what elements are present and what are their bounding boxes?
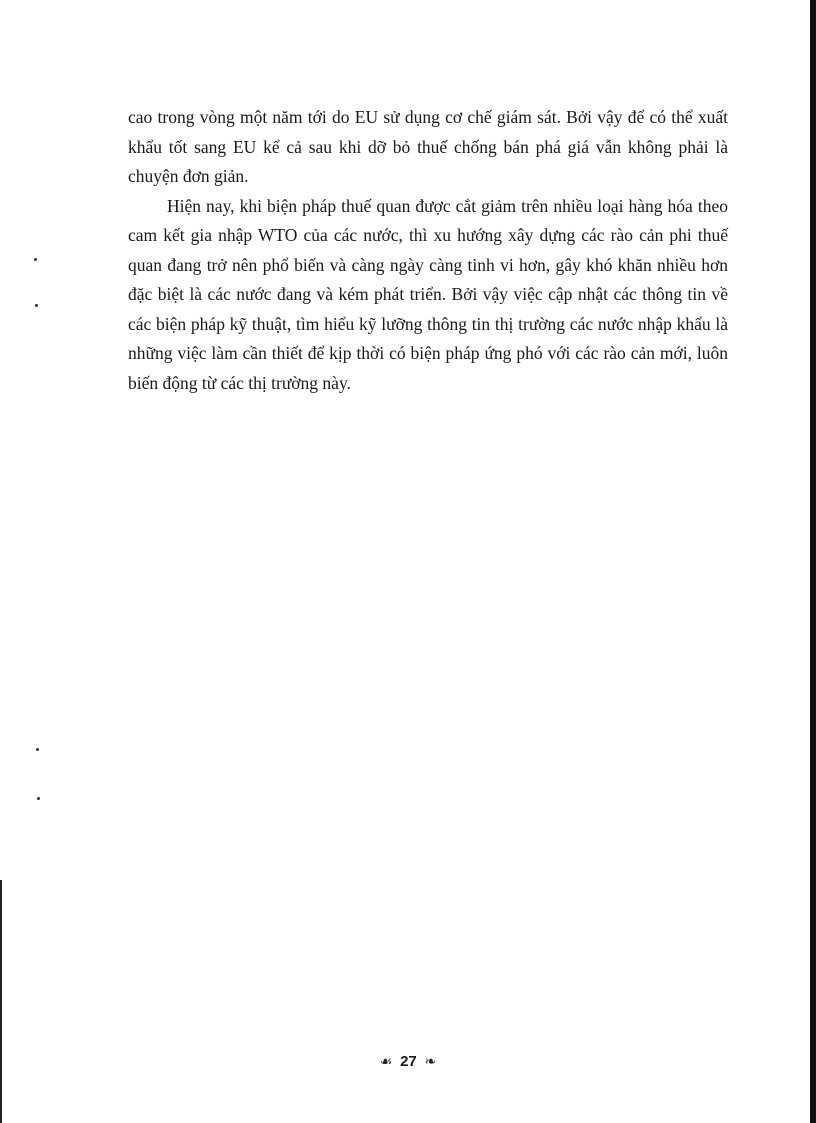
scan-speck: [35, 304, 38, 307]
page-number: 27: [400, 1053, 417, 1070]
scan-right-border: [810, 0, 816, 1123]
scan-left-border: [0, 880, 2, 1123]
page-footer: [0, 1052, 816, 1072]
left-ornament-icon: ☙: [379, 1054, 393, 1070]
right-ornament-icon: ❧: [424, 1054, 437, 1070]
paragraph-continuation: cao trong vòng một năm tới do EU sử dụng cơ chế giám sát. Bởi vậy để có thể xuất khẩu tốt sang EU kể cả sau khi dỡ bỏ thuế chống bán phá giá vẫn không phải là chuyện đơn giản.: [128, 107, 728, 186]
scan-speck: [36, 748, 39, 751]
scan-speck: [34, 258, 37, 261]
scan-speck: [37, 797, 40, 800]
body-text: [128, 103, 728, 398]
paragraph-non-tariff-barriers: Hiện nay, khi biện pháp thuế quan được cắt giảm trên nhiều loại hàng hóa theo cam kết gia nhập WTO của các nước, thì xu hướng xây dựng các rào cản phi thuế quan đang trở nên phổ biến và càng ngày càng tinh vi hơn, gây khó khăn nhiều hơn đặc biệt là các nước đang và kém phát triển. Bởi vậy việc cập nhật các thông tin về các biện pháp kỹ thuật, tìm hiểu kỹ lưỡng thông tin thị trường các nước nhập khẩu là những việc làm cần thiết để kịp thời có biện pháp ứng phó với các rào cản mới, luôn biến động từ các thị trường này.: [128, 195, 728, 393]
